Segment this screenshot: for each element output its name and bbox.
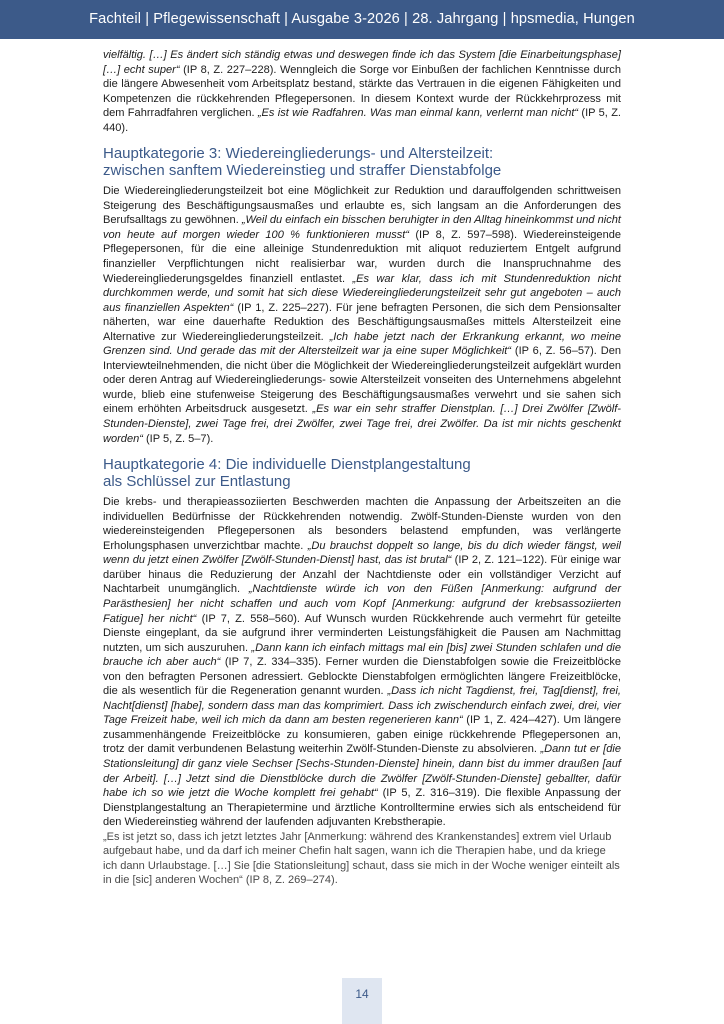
section-3-heading-line-2: zwischen sanftem Wiedereinstieg und straffer Dienstabfolge: [103, 162, 502, 180]
intro-quote: vielfältig. […] Es ändert sich ständig etwas und deswegen finde ich das System [die Einarbeitungsphase] […] echt super“: [103, 49, 621, 76]
s4-text-5: (IP 1, Z. 424–427). Um längere zusammenhängende Freizeitblöcke zu konsumieren, gaben einige rückkehrende Pflegepersonen an, trotz der damit verbundenen Belastung weiterhin Zwölf-Stunden-Dienste zu absolvieren.: [103, 714, 621, 756]
intro-quote-2: „Es ist wie Radfahren. Was man einmal kann, verlernt man nicht“: [257, 107, 579, 120]
s3-quote-4: „Es war ein sehr straffer Dienstplan. […] Drei Zwölfer [Zwölf-Stunden-Dienste], zwei Tage frei, drei Zwölfer, zwei Tage frei, drei Zwölfer. Da ist mir nichts geschenkt worden“: [103, 403, 621, 445]
s4-quote-3: „Dann kann ich einfach mittags mal ein [bis] zwei Stunden schlafen und die brauche ich aber auch“: [103, 641, 621, 669]
s3-text-4: (IP 6, Z. 56–57). Den Interviewteilnehmenden, die nicht über die Möglichkeit der Wiedereingliederungsteilzeit aufgeklärt wurden oder deren Antrag auf Wiedereingliederungs- sowie Altersteilzeit vonseiten des Unternehmens abgelehnt wurde, blieb eine stufenweise Steigerung des Beschäftigungsausmaßes verwehrt und sie sahen sich einem erhöhten Arbeitsdruck ausgesetzt.: [103, 345, 621, 416]
s3-text-5: (IP 5, Z. 5–7).: [142, 432, 214, 445]
section-4-heading-line-2: als Schlüssel zur Entlastung: [103, 473, 291, 491]
s3-text-2: (IP 8, Z. 597–598). Wiedereinsteigende Pflegepersonen, für die eine alleinige Stundenreduktion mit aliquot reduziertem Entgelt aufgrund finanzieller Verpflichtungen nicht realisierbar war, wurden durch die Inanspruchnahme des Wiedereingliederungsgeldes finanziell entlastet.: [103, 228, 621, 285]
s4-text-6: (IP 5, Z. 316–319). Die flexible Anpassung der Dienstplangestaltung an Therapietermine und ärztliche Kontrolltermine erwies sich als entscheidend für den Wiedereinstieg während der laufenden adjuvanten Krebstherapie.: [103, 787, 621, 829]
s3-text-3: (IP 1, Z. 225–227). Für jene befragten Personen, die sich dem Pensionsalter näherten, war eine dauerhafte Reduktion des Beschäftigungsausmaßes mittels Altersteilzeit eine Alternative zur Wiedereingliederungsteilzeit.: [103, 301, 621, 343]
s3-quote-2: „Es war klar, dass ich mit Stundenreduktion nicht durchkommen werde, und somit hat sich diese Wiedereingliederungsteilzeit sehr gut angeboten – auch aus finanziellen Aspekten“: [103, 272, 621, 314]
page-number: 14: [355, 987, 369, 1001]
intro-text-2: (IP 5, Z. 440).: [103, 107, 622, 134]
s4-quote-2: „Nachtdienste würde ich von den Füßen [Anmerkung: aufgrund der Parästhesien] her nicht schaffen und auch vom Kopf [Anmerkung: aufgrund der krebsassoziierten Fatigue] her nicht“: [103, 583, 622, 625]
intro-text: (IP 8, Z. 227–228). Wenngleich die Sorge vor Einbußen der fachlichen Kenntnisse durch die längere Abwesenheit vom Arbeitsplatz bestand, stärkte das Vertrauen in die eigenen Fähigkeiten und Kompetenzen die rückkehrenden Pflegepersonen. In diesem Kontext wurde der Rückkehrprozess mit dem Fahrradfahren verglichen.: [103, 63, 621, 120]
page-number-box: [342, 978, 382, 1024]
block-quote: „Es ist jetzt so, dass ich jetzt letztes Jahr [Anmerkung: während des Krankenstandes] extrem viel Urlaub aufgebaut habe, und da darf ich meiner Chefin halt sagen, wann ich die Therapien habe, und da kriege ich dann Urlaubstage. […] Sie [die Stationsleitung] schaut, dass sie mich in der Woche weniger einteilt als in die [sic] anderen Wochen“ (IP 8, Z. 269–274).: [103, 830, 620, 887]
s4-text-1: Die krebs- und therapieassoziierten Beschwerden machten die Anpassung der Arbeitszeiten an die individuellen Bedürfnisse der Rückkehrenden notwendig. Zwölf-Stunden-Dienste wurden von den wiedereinsteigenden Pflegepersonen als besonders belastend empfunden, was verlängerte Erholungsphasen unverzichtbar machte.: [103, 496, 621, 552]
s4-quote-1: „Du brauchst doppelt so lange, bis du dich wieder fängst, weil wenn du jetzt einen Zwölfer [Zwölf-Stunden-Dienst] hast, das ist brutal“: [103, 539, 622, 567]
s4-quote-4: „Dass ich nicht Tagdienst, frei, Tag[dienst], frei, Nacht[dienst] [habe], sondern dass man das komprimiert. Dass ich zwischendurch einfach zwei, drei, vier Tage Freizeit habe, weil ich mich da dann am besten regenerieren kann“: [103, 685, 621, 727]
s4-text-2: (IP 2, Z. 121–122). Für einige war darüber hinaus die Reduzierung der Anzahl der Nachtdienste oder ein vollständiger Verzicht auf Nachtarbeit unumgänglich.: [103, 554, 621, 596]
s3-quote-3: „Ich habe jetzt nach der Erkrankung erkannt, wo meine Grenzen sind. Und gerade das mit der Altersteilzeit war ja eine super Möglichkeit“: [103, 330, 621, 358]
s4-quote-5: „Dann tut er [die Stationsleitung] dir ganz viele Sechser [Sechs-Stunden-Dienste] hinein, dann bist du immer draußen [auf der Arbeit]. […] Jetzt sind die Dienstblöcke durch die Zwölfer [Zwölf-Stunden-Dienste] geballter, dafür habe ich so wie jetzt die Woche komplett frei gehabt“: [103, 743, 621, 800]
header-title: Fachteil | Pflegewissenschaft | Ausgabe 3-2026 | 28. Jahrgang | hpsmedia, Hungen: [89, 11, 635, 27]
section-4-heading: [103, 456, 621, 490]
section-4-heading-line-1: Hauptkategorie 4: Die individuelle Dienstplangestaltung: [103, 456, 471, 474]
s3-quote-1: „Weil du einfach ein bisschen beruhigter in den Alltag hineinkommst und nicht von heute auf morgen wieder 100 % funktionieren musst“: [103, 214, 621, 241]
intro-paragraph: [103, 48, 621, 135]
s4-text-4: (IP 7, Z. 334–335). Ferner wurden die Dienstabfolgen sowie die Freizeitblöcke von den befragten Personen adressiert. Geblockte Dienstabfolgen ermöglichten längere Freizeitblöcke, die als wesentlich für die Regeneration genannt wurden.: [103, 656, 621, 698]
page-header: [0, 0, 724, 39]
section-3-heading: [103, 145, 621, 179]
section-4-paragraph: [103, 495, 621, 830]
section-3-heading-line-1: Hauptkategorie 3: Wiedereingliederungs- und Altersteilzeit:: [103, 145, 494, 163]
s3-text-1: Die Wiedereingliederungsteilzeit bot eine Möglichkeit zur Reduktion und darauffolgenden schrittweisen Steigerung des Beschäftigungsausmaßes und erlaubte es, sich langsam an die Anforderungen des Berufsalltags zu gewöhnen.: [103, 185, 621, 227]
article-body: [103, 48, 621, 888]
s4-text-3: (IP 7, Z. 558–560). Auf Wunsch wurden Rückkehrende auch vermehrt für geteilte Dienste eingeplant, da sie aufgrund ihrer verminderten Leistungsfähigkeit die Pausen am Nachmittag nutzten, um sich auszuruhen.: [103, 612, 621, 654]
section-3-paragraph: [103, 184, 621, 446]
